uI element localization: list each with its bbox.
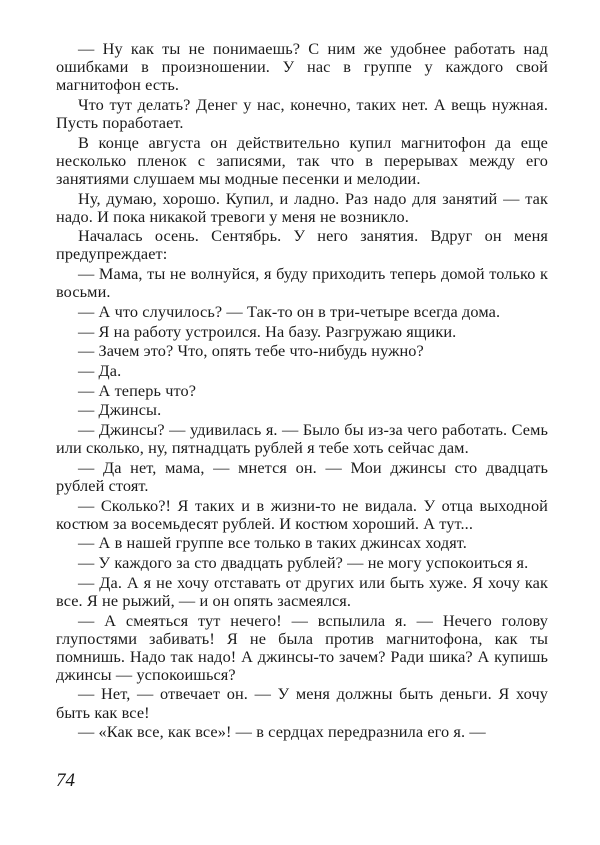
paragraph: — Да. А я не хочу отставать от других или быть хуже. Я хочу как все. Я не рыжий, — и он опять засмеялся. — [56, 572, 548, 610]
paragraph: — А что случилось? — Так-то он в три-четыре всегда дома. — [78, 301, 501, 321]
paragraph: — Мама, ты не волнуйся, я буду приходить теперь домой только к восьми. — [56, 264, 548, 302]
paragraph: В конце августа он действительно купил магнитофон да еще несколько пленок с записями, так что в перерывах между его занятиями слушаем мы модные песенки и мелодии. — [56, 132, 548, 188]
paragraph: Началась осень. Сентябрь. У него занятия. Вдруг он меня предупреждает: — [56, 226, 548, 264]
paragraph: Ну, думаю, хорошо. Купил, и ладно. Раз надо для занятий — так надо. И пока никакой тревоги у меня не возникло. — [56, 188, 548, 226]
paragraph: — А смеяться тут нечего! — вспылила я. — Нечего голову глупостями забивать! Я не была против магнитофона, как ты помнишь. Надо так надо! А джинсы-то зачем? Ради шика? А купишь джинсы — успокоишься? — [56, 610, 548, 684]
page-number: 74 — [56, 770, 75, 791]
book-page-text — [56, 40, 548, 743]
paragraph: — Я на работу устроился. На базу. Разгружаю ящики. — [78, 321, 457, 341]
paragraph: — Сколько?! Я таких и в жизни-то не видала. У отца выходной костюм за восемьдесят рублей. И костюм хороший. А тут... — [56, 495, 548, 533]
paragraph: — А теперь что? — [78, 380, 197, 400]
paragraph: — Да. — [78, 360, 122, 380]
paragraph: — Нет, — отвечает он. — У меня должны быть деньги. Я хочу быть как все! — [56, 684, 548, 722]
paragraph: — Зачем это? Что, опять тебе что-нибудь нужно? — [78, 341, 424, 361]
paragraph: Что тут делать? Денег у нас, конечно, таких нет. А вещь нужная. Пусть поработает. — [56, 94, 548, 132]
paragraph: — А в нашей группе все только в таких джинсах ходят. — [78, 533, 467, 553]
paragraph: — У каждого за сто двадцать рублей? — не могу успокоиться я. — [78, 553, 529, 573]
paragraph: — Джинсы? — удивилась я. — Было бы из-за чего работать. Семь или сколько, ну, пятнадцать рублей я тебе хоть сейчас дам. — [56, 420, 548, 458]
paragraph: — Да нет, мама, — мнется он. — Мои джинсы сто двадцать рублей стоят. — [56, 457, 548, 495]
paragraph: — Ну как ты не понимаешь? С ним же удобнее работать над ошибками в произношении. У нас в группе у каждого свой магнитофон есть. — [56, 39, 548, 95]
paragraph: — Джинсы. — [78, 400, 162, 420]
paragraph: — «Как все, как все»! — в сердцах передразнила его я. — — [78, 722, 486, 742]
